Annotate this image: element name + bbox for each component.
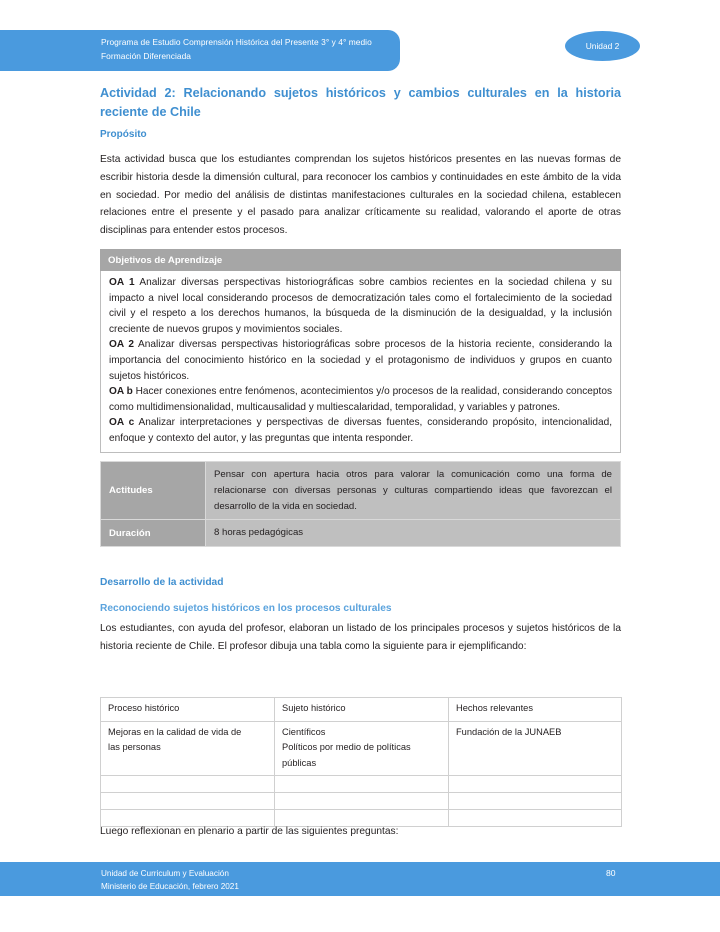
activity-title: Actividad 2: Relacionando sujetos históricos y cambios culturales en la historia reciente de Chile	[100, 86, 621, 119]
objective-text: Hacer conexiones entre fenómenos, acontecimientos y/o procesos de la realidad, considerando conceptos como multidimensionalidad, multicausalidad y multiescalaridad, temporalidad, y variables y patrones.	[109, 386, 612, 413]
empty-cell	[449, 793, 622, 810]
empty-cell	[449, 776, 622, 793]
development-heading: Desarrollo de la actividad	[100, 577, 224, 588]
table-row	[101, 721, 622, 776]
cell-sujeto	[275, 721, 449, 776]
example-table	[100, 697, 622, 827]
duration-value: 8 horas pedagógicas	[206, 520, 621, 547]
program-title	[101, 36, 391, 63]
unit-badge: Unidad 2	[565, 31, 640, 61]
objective-code: OA 2	[109, 339, 134, 351]
cell-line: Mejoras en la calidad de vida de	[108, 726, 242, 737]
objective-code: OA 1	[109, 277, 135, 288]
footer-organization	[101, 868, 239, 893]
objective-item	[109, 275, 612, 337]
page-number: 80	[606, 868, 616, 878]
table-header-row	[101, 698, 622, 722]
objective-item	[109, 337, 612, 384]
attitudes-value: Pensar con apertura hacia otros para valorar la comunicación como una forma de relacionarse con diversas personas y culturas compartiendo ideas que favorezcan el desarrollo de la vida en sociedad.	[206, 462, 621, 520]
cell-proceso	[101, 721, 275, 776]
learning-objectives-body	[100, 271, 621, 453]
cell-line: Científicos	[282, 726, 326, 737]
cell-line: las personas	[108, 742, 161, 752]
objective-text: Analizar diversas perspectivas historiográficas sobre procesos de la historia reciente, considerando la importancia del conocimiento histórico en la sociedad y el protagonismo de individuos y grupos en cuanto sujetos históricos.	[109, 339, 613, 382]
footer-line-1: Unidad de Curriculum y Evaluación	[101, 869, 229, 878]
page-header	[0, 0, 720, 78]
objective-text: Analizar interpretaciones y perspectivas de diversas fuentes, considerando propósito, intencionalidad, enfoque y contexto del autor, y las preguntas que intenta responder.	[109, 417, 612, 444]
cell-line: Fundación de la JUNAEB	[456, 726, 562, 737]
column-header-sujeto: Sujeto histórico	[275, 698, 449, 722]
development-subheading: Reconociendo sujetos históricos en los procesos culturales	[100, 603, 392, 614]
objective-text: Analizar diversas perspectivas historiográficas sobre cambios recientes en la sociedad chilena y su impacto a nivel local considerando procesos de democratización tales como el fortalecimiento de la sociedad civil y el respeto a los derechos humanos, la búsqueda de la disminución de la desigualdad, y la inclusión creciente de nuevos grupos y movimientos sociales.	[109, 277, 612, 335]
objective-item	[109, 384, 612, 415]
column-header-proceso: Proceso histórico	[101, 698, 275, 722]
learning-objectives-heading: Objetivos de Aprendizaje	[100, 249, 621, 271]
cell-line: Políticos por medio de políticas	[282, 742, 411, 752]
purpose-heading: Propósito	[100, 129, 147, 140]
attributes-table	[100, 461, 621, 547]
empty-cell	[101, 793, 275, 810]
table-row-empty	[101, 776, 622, 793]
learning-objectives-block	[100, 249, 621, 453]
empty-cell	[101, 776, 275, 793]
attitudes-label: Actitudes	[101, 462, 206, 520]
development-paragraph: Los estudiantes, con ayuda del profesor, elaboran un listado de los principales procesos y sujetos históricos de la historia reciente de Chile. El profesor dibuja una tabla como la siguiente para ir ejemplificando:	[100, 623, 621, 652]
program-title-line-2: Formación Diferenciada	[101, 50, 192, 61]
closing-paragraph: Luego reflexionan en plenario a partir de las siguientes preguntas:	[100, 826, 399, 837]
footer-line-2: Ministerio de Educación, febrero 2021	[101, 881, 239, 891]
empty-cell	[275, 776, 449, 793]
duration-label: Duración	[101, 520, 206, 547]
column-header-hechos: Hechos relevantes	[449, 698, 622, 722]
table-row-empty	[101, 793, 622, 810]
table-row	[101, 520, 621, 547]
program-title-line-1: Programa de Estudio Comprensión Histórica del Presente 3° y 4° medio	[101, 37, 372, 47]
cell-line: públicas	[282, 757, 317, 768]
objective-code: OA c	[109, 417, 135, 429]
objective-code: OA b	[109, 386, 133, 398]
purpose-paragraph: Esta actividad busca que los estudiantes comprendan los sujetos históricos presentes en las nuevas formas de escribir historia desde la dimensión cultural, para reconocer los cambios y continuidades en este ámbito de la vida en sociedad. Por medio del análisis de distintas manifestaciones culturales en la sociedad chilena, establecen relaciones entre el presente y el pasado para analizar críticamente su realidad, valorando el aporte de otras disciplinas para entender estos procesos.	[100, 154, 621, 237]
objective-item	[109, 415, 612, 446]
empty-cell	[275, 793, 449, 810]
table-row	[101, 462, 621, 520]
cell-hechos	[449, 721, 622, 776]
